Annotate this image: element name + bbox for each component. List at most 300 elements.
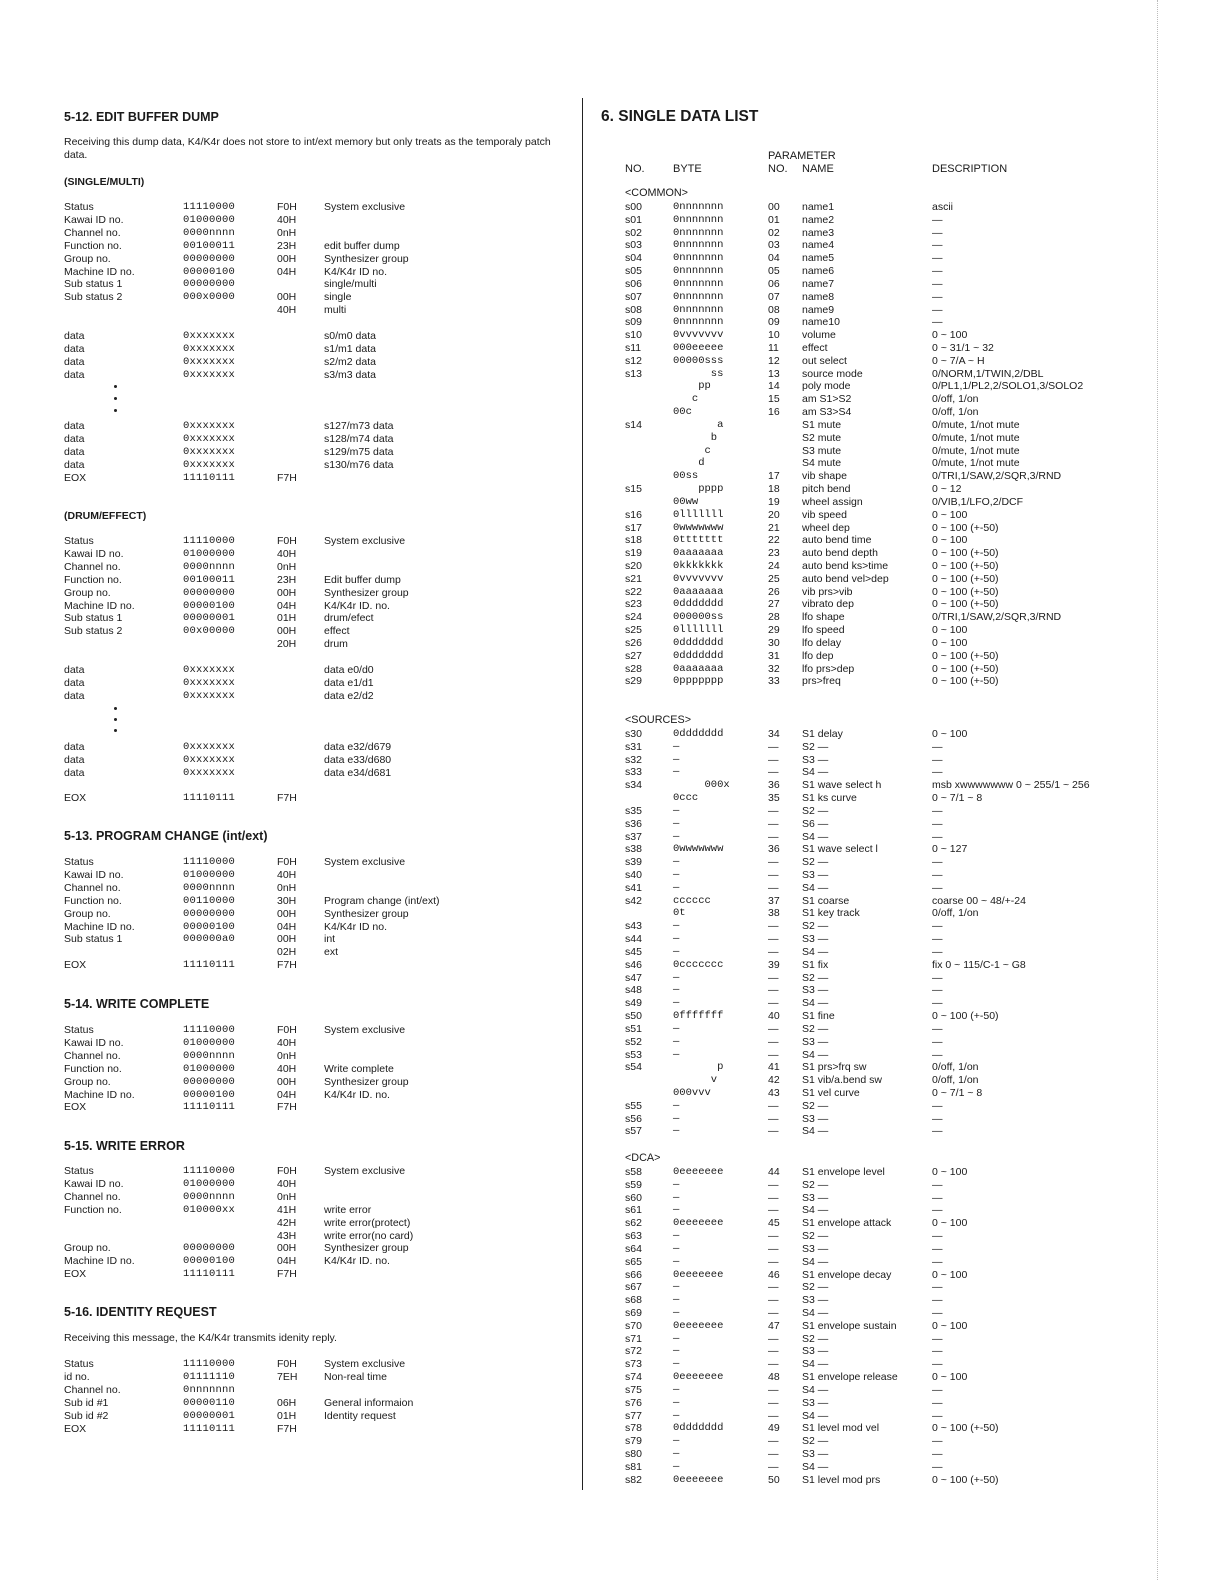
field-label: Sub status 2: [64, 291, 123, 304]
byte-value: 01000000: [183, 868, 236, 881]
field-label: Machine ID no.: [64, 599, 135, 612]
field-label: EOX: [64, 471, 87, 484]
drum-effect-label: (DRUM/EFFECT): [64, 510, 147, 522]
param-number: s73: [625, 1358, 642, 1371]
field-description: s0/m0 data: [324, 330, 376, 342]
byte-value: 0000nnnn: [183, 1049, 236, 1062]
param-name: S3 —: [802, 1191, 829, 1204]
param-description: 0/TRI,1/SAW,2/SQR,3/RND: [932, 470, 1062, 483]
param-no: 43: [768, 1086, 780, 1099]
param-number: s78: [625, 1422, 642, 1435]
byte-value: 0xxxxxxx: [183, 766, 236, 779]
param-description: 0 ~ 100: [932, 1371, 968, 1384]
param-description: 0 ~ 100 (+-50): [932, 662, 999, 675]
param-byte: 0vvvvvvv: [673, 329, 724, 342]
param-byte: —: [673, 766, 680, 779]
param-name: S4 —: [802, 1358, 829, 1371]
param-description: —: [932, 1409, 943, 1422]
param-byte: 00ww: [673, 495, 724, 508]
param-description: 0 ~ 100: [932, 1319, 968, 1332]
param-no: —: [768, 1242, 779, 1255]
group-common-label: <COMMON>: [625, 187, 688, 199]
param-no: —: [768, 1396, 779, 1409]
hex-value: F0H: [277, 1165, 297, 1177]
param-byte: 0nnnnnnn: [673, 213, 724, 226]
param-no: 06: [768, 277, 780, 290]
byte-value: 00000000: [183, 278, 236, 291]
param-number: s14: [625, 418, 642, 431]
param-description: —: [932, 1204, 943, 1217]
hex-value: F7H: [277, 959, 297, 972]
field-description: Identity request: [324, 1409, 396, 1422]
param-name: S1 vib/a.bend sw: [802, 1074, 882, 1087]
param-name: auto bend depth: [802, 547, 878, 560]
param-byte: 0lllllll: [673, 624, 724, 637]
param-name: S4 —: [802, 830, 829, 843]
param-number: s36: [625, 817, 642, 830]
param-number: s81: [625, 1460, 642, 1473]
param-number: s70: [625, 1319, 642, 1332]
field-label: Function no.: [64, 894, 122, 907]
param-number: s60: [625, 1191, 642, 1204]
hex-value: 0nH: [277, 560, 297, 573]
param-byte: 00c: [673, 406, 724, 419]
param-number: s46: [625, 958, 642, 971]
param-name: name3: [802, 226, 835, 239]
hex-value: 04H: [277, 599, 297, 612]
param-no: 04: [768, 252, 780, 265]
field-label: EOX: [64, 959, 87, 972]
hex-value: 0nH: [277, 1049, 297, 1062]
field-description: effect: [324, 625, 350, 638]
param-name: S4 —: [802, 945, 829, 958]
param-byte: 0eeeeeee: [673, 1217, 724, 1230]
param-byte: —: [673, 1383, 680, 1396]
field-label: Status: [64, 856, 94, 868]
param-byte: 0aaaaaaa: [673, 662, 724, 675]
param-no: 36: [768, 843, 780, 856]
param-number: s51: [625, 1022, 642, 1035]
hex-value: 40H: [277, 1036, 297, 1049]
param-byte: —: [673, 1345, 680, 1358]
param-name: auto bend ks>time: [802, 559, 889, 572]
hex-value: 0nH: [277, 881, 297, 894]
param-name: S2 —: [802, 1435, 829, 1448]
field-label: data: [64, 753, 85, 766]
param-description: —: [932, 1294, 943, 1307]
param-no: —: [768, 1460, 779, 1473]
param-byte: —: [673, 1242, 680, 1255]
field-description: ext: [324, 946, 339, 959]
field-label: EOX: [64, 1268, 87, 1281]
param-description: —: [932, 213, 943, 226]
param-description: —: [932, 1191, 943, 1204]
hex-value: F0H: [277, 1358, 297, 1370]
param-no: 09: [768, 316, 780, 329]
param-byte: 000000ss: [673, 611, 724, 624]
param-name: source mode: [802, 367, 863, 380]
param-number: s21: [625, 572, 642, 585]
byte-value: 00100011: [183, 573, 236, 586]
param-byte: —: [673, 1048, 680, 1061]
param-number: s40: [625, 869, 642, 882]
hex-value: F7H: [277, 471, 297, 484]
param-no: —: [768, 971, 779, 984]
param-name: S4 —: [802, 1409, 829, 1422]
field-description: s127/m73 data: [324, 420, 394, 432]
hex-value: 43H: [277, 1229, 297, 1242]
param-no: —: [768, 1409, 779, 1422]
byte-value: 11110000: [183, 1165, 236, 1177]
param-description: —: [932, 1178, 943, 1191]
param-number: s28: [625, 662, 642, 675]
field-label: data: [64, 458, 85, 471]
header-no: NO.: [625, 163, 645, 175]
param-number: s52: [625, 1035, 642, 1048]
param-number: s15: [625, 483, 642, 496]
param-no: 25: [768, 572, 780, 585]
param-name: S1 prs>frq sw: [802, 1061, 867, 1074]
ellipsis-dot: [114, 385, 117, 388]
param-name: lfo delay: [802, 636, 842, 649]
field-label: Channel no.: [64, 881, 121, 894]
param-name: name5: [802, 252, 835, 265]
param-name: am S3>S4: [802, 406, 852, 419]
param-description: 0 ~ 100: [932, 1217, 968, 1230]
field-description: single: [324, 291, 352, 304]
column-divider: [582, 98, 583, 1490]
param-byte: 000eeeee: [673, 342, 724, 355]
param-no: 15: [768, 393, 780, 406]
param-no: —: [768, 753, 779, 766]
field-description: Synthesizer group: [324, 1242, 409, 1255]
param-name: out select: [802, 354, 847, 367]
param-description: —: [932, 1112, 943, 1125]
hex-value: 30H: [277, 894, 297, 907]
param-byte: —: [673, 1448, 680, 1461]
param-byte: —: [673, 1396, 680, 1409]
byte-value: 00110000: [183, 894, 236, 907]
param-no: 30: [768, 636, 780, 649]
section-title-5-14: 5-14. WRITE COMPLETE: [64, 997, 210, 1011]
param-byte: v: [673, 1074, 724, 1087]
single-multi-label: (SINGLE/MULTI): [64, 176, 145, 188]
param-byte: —: [673, 1255, 680, 1268]
param-description: ascii: [932, 201, 954, 213]
param-byte: a: [673, 418, 724, 431]
param-number: s35: [625, 804, 642, 817]
param-byte: —: [673, 869, 680, 882]
header-description: DESCRIPTION: [932, 163, 1008, 175]
param-byte: —: [673, 830, 680, 843]
param-no: —: [768, 1230, 779, 1243]
param-byte: c: [673, 393, 724, 406]
param-byte: 0ddddddd: [673, 649, 724, 662]
hex-value: 00H: [277, 252, 297, 265]
byte-value: 0xxxxxxx: [183, 445, 236, 458]
param-name: S1 envelope attack: [802, 1217, 892, 1230]
param-no: 13: [768, 367, 780, 380]
section-title-5-15: 5-15. WRITE ERROR: [64, 1139, 185, 1153]
param-byte: —: [673, 1435, 680, 1448]
param-number: s48: [625, 984, 642, 997]
hex-value: 40H: [277, 547, 297, 560]
field-label: Sub status 1: [64, 612, 123, 625]
param-byte: 0ddddddd: [673, 1422, 724, 1435]
param-name: S1 fix: [802, 958, 829, 971]
param-byte: 0ppppppp: [673, 675, 724, 688]
param-no: 42: [768, 1074, 780, 1087]
field-label: Sub status 2: [64, 625, 123, 638]
param-description: —: [932, 1396, 943, 1409]
field-description: edit buffer dump: [324, 239, 400, 252]
param-name: S1 fine: [802, 1010, 835, 1023]
param-name: auto bend vel>dep: [802, 572, 889, 585]
param-description: 0/PL1,1/PL2,2/SOLO1,3/SOLO2: [932, 380, 1084, 393]
param-description: 0 ~ 100 (+-50): [932, 1010, 999, 1023]
field-label: Channel no.: [64, 226, 121, 239]
param-description: —: [932, 1125, 943, 1138]
section-title-5-16: 5-16. IDENTITY REQUEST: [64, 1305, 217, 1319]
param-number: s39: [625, 856, 642, 869]
param-number: s23: [625, 598, 642, 611]
field-label: Status: [64, 1024, 94, 1036]
param-number: s79: [625, 1435, 642, 1448]
field-label: Kawai ID no.: [64, 1036, 124, 1049]
byte-value: 0xxxxxxx: [183, 420, 236, 432]
param-no: 37: [768, 894, 780, 907]
param-no: 29: [768, 624, 780, 637]
field-description: System exclusive: [324, 856, 406, 868]
param-description: —: [932, 226, 943, 239]
field-label: Status: [64, 1358, 94, 1370]
hex-value: 20H: [277, 638, 297, 651]
param-name: lfo dep: [802, 649, 834, 662]
param-name: S4 —: [802, 1460, 829, 1473]
param-description: 0/VIB,1/LFO,2/DCF: [932, 495, 1024, 508]
param-no: 46: [768, 1268, 780, 1281]
param-name: prs>freq: [802, 675, 841, 688]
param-number: s25: [625, 624, 642, 637]
byte-value: 11110000: [183, 201, 236, 213]
param-name: S1 envelope sustain: [802, 1319, 897, 1332]
param-description: 0/mute, 1/not mute: [932, 444, 1020, 457]
param-description: 0 ~ 100 (+-50): [932, 572, 999, 585]
param-description: 0 ~ 100 (+-50): [932, 1422, 999, 1435]
param-no: —: [768, 1191, 779, 1204]
param-number: s29: [625, 675, 642, 688]
param-number: s03: [625, 239, 642, 252]
param-description: —: [932, 1281, 943, 1294]
param-number: s17: [625, 521, 642, 534]
param-description: —: [932, 239, 943, 252]
param-description: —: [932, 817, 943, 830]
param-name: S3 —: [802, 984, 829, 997]
param-byte: b: [673, 431, 724, 444]
byte-value: 0xxxxxxx: [183, 689, 236, 702]
param-description: —: [932, 303, 943, 316]
param-number: s56: [625, 1112, 642, 1125]
field-description: System exclusive: [324, 201, 406, 213]
param-byte: —: [673, 740, 680, 753]
field-description: data e32/d679: [324, 741, 392, 753]
param-number: s04: [625, 252, 642, 265]
field-description: General informaion: [324, 1396, 414, 1409]
field-description: drum/efect: [324, 612, 374, 625]
param-no: 05: [768, 265, 780, 278]
param-description: 0 ~ 100 (+-50): [932, 675, 999, 688]
param-name: S1 envelope level: [802, 1166, 885, 1178]
byte-value: 0xxxxxxx: [183, 458, 236, 471]
param-no: 01: [768, 213, 780, 226]
param-name: S1 envelope decay: [802, 1268, 892, 1281]
hex-value: F7H: [277, 1268, 297, 1281]
section-5-12-intro: Receiving this dump data, K4/K4r does not store to int/ext memory but only treats as the temporaly patch data.: [64, 136, 551, 161]
param-description: —: [932, 881, 943, 894]
param-number: s02: [625, 226, 642, 239]
param-name: S2 —: [802, 1332, 829, 1345]
param-byte: —: [673, 920, 680, 933]
param-no: 38: [768, 907, 780, 920]
field-description: K4/K4r ID. no.: [324, 1088, 390, 1101]
param-number: s54: [625, 1061, 642, 1074]
param-number: s50: [625, 1010, 642, 1023]
param-name: pitch bend: [802, 483, 851, 496]
param-byte: —: [673, 1125, 680, 1138]
param-number: s71: [625, 1332, 642, 1345]
param-description: 0 ~ 127: [932, 843, 968, 856]
param-description: —: [932, 316, 943, 329]
hex-value: 00H: [277, 933, 297, 946]
field-description: Write complete: [324, 1062, 394, 1075]
field-label: data: [64, 342, 85, 355]
param-description: —: [932, 766, 943, 779]
param-byte: 0nnnnnnn: [673, 226, 724, 239]
hex-value: 42H: [277, 1216, 297, 1229]
param-number: s24: [625, 611, 642, 624]
field-label: EOX: [64, 1422, 87, 1435]
byte-value: 01000000: [183, 547, 236, 560]
param-description: —: [932, 740, 943, 753]
param-description: —: [932, 1435, 943, 1448]
group-dca-label: <DCA>: [625, 1152, 661, 1164]
field-label: Sub status 1: [64, 278, 123, 291]
param-description: —: [932, 1460, 943, 1473]
param-number: s65: [625, 1255, 642, 1268]
param-description: 0 ~ 100: [932, 329, 968, 342]
param-name: S4 —: [802, 997, 829, 1010]
field-description: Non-real time: [324, 1370, 388, 1383]
param-name: vib shape: [802, 470, 847, 483]
param-byte: —: [673, 971, 680, 984]
param-byte: 0fffffff: [673, 1010, 724, 1023]
param-name: name8: [802, 290, 835, 303]
hex-value: 00H: [277, 625, 297, 638]
param-name: S4 —: [802, 1125, 829, 1138]
param-no: 22: [768, 534, 780, 547]
param-byte: 0nnnnnnn: [673, 290, 724, 303]
param-no: —: [768, 1345, 779, 1358]
param-no: —: [768, 997, 779, 1010]
param-number: s76: [625, 1396, 642, 1409]
field-description: s129/m75 data: [324, 445, 394, 458]
param-number: s80: [625, 1448, 642, 1461]
byte-value: 11110111: [183, 792, 236, 804]
param-description: 0 ~ 100 (+-50): [932, 521, 999, 534]
param-number: s37: [625, 830, 642, 843]
group-sources-label: <SOURCES>: [625, 714, 692, 726]
param-description: —: [932, 1307, 943, 1320]
param-name: S3 —: [802, 869, 829, 882]
param-number: s27: [625, 649, 642, 662]
field-label: id no.: [64, 1370, 90, 1383]
byte-value: 0xxxxxxx: [183, 753, 236, 766]
byte-value: 11110000: [183, 1024, 236, 1036]
byte-value: 0xxxxxxx: [183, 330, 236, 342]
byte-value: 000000a0: [183, 933, 236, 946]
param-description: —: [932, 1230, 943, 1243]
field-label: data: [64, 445, 85, 458]
param-name: wheel dep: [802, 521, 850, 534]
param-byte: —: [673, 1460, 680, 1473]
field-label: Status: [64, 535, 94, 547]
param-name: S3 —: [802, 1294, 829, 1307]
param-description: —: [932, 1332, 943, 1345]
param-name: S6 —: [802, 817, 829, 830]
param-description: 0 ~ 100: [932, 1166, 968, 1178]
hex-value: 04H: [277, 1255, 297, 1268]
field-label: data: [64, 432, 85, 445]
param-description: —: [932, 252, 943, 265]
param-number: s67: [625, 1281, 642, 1294]
hex-value: 04H: [277, 1088, 297, 1101]
param-name: S3 —: [802, 1035, 829, 1048]
field-label: Machine ID no.: [64, 1255, 135, 1268]
param-name: name9: [802, 303, 835, 316]
field-label: Group no.: [64, 1075, 111, 1088]
param-no: 24: [768, 559, 780, 572]
param-name: S1 delay: [802, 728, 843, 740]
byte-value: 0xxxxxxx: [183, 676, 236, 689]
param-byte: pppp: [673, 483, 724, 496]
param-number: s11: [625, 342, 642, 355]
param-byte: 0nnnnnnn: [673, 239, 724, 252]
param-number: s44: [625, 933, 642, 946]
field-label: data: [64, 689, 85, 702]
field-label: data: [64, 368, 85, 381]
param-description: —: [932, 804, 943, 817]
param-no: 44: [768, 1166, 780, 1178]
byte-value: 11110111: [183, 1422, 236, 1435]
param-no: —: [768, 1048, 779, 1061]
param-no: —: [768, 1332, 779, 1345]
param-number: s09: [625, 316, 642, 329]
param-number: s18: [625, 534, 642, 547]
param-byte: 0nnnnnnn: [673, 252, 724, 265]
byte-value: 00x00000: [183, 625, 236, 638]
param-description: —: [932, 971, 943, 984]
param-no: —: [768, 856, 779, 869]
param-no: 07: [768, 290, 780, 303]
field-label: data: [64, 766, 85, 779]
param-no: —: [768, 804, 779, 817]
param-description: —: [932, 1358, 943, 1371]
param-number: s20: [625, 559, 642, 572]
hex-value: 0nH: [277, 226, 297, 239]
param-name: S3 —: [802, 1396, 829, 1409]
param-number: s06: [625, 277, 642, 290]
param-description: msb xwwwwwww 0 ~ 255/1 ~ 256: [932, 779, 1090, 792]
